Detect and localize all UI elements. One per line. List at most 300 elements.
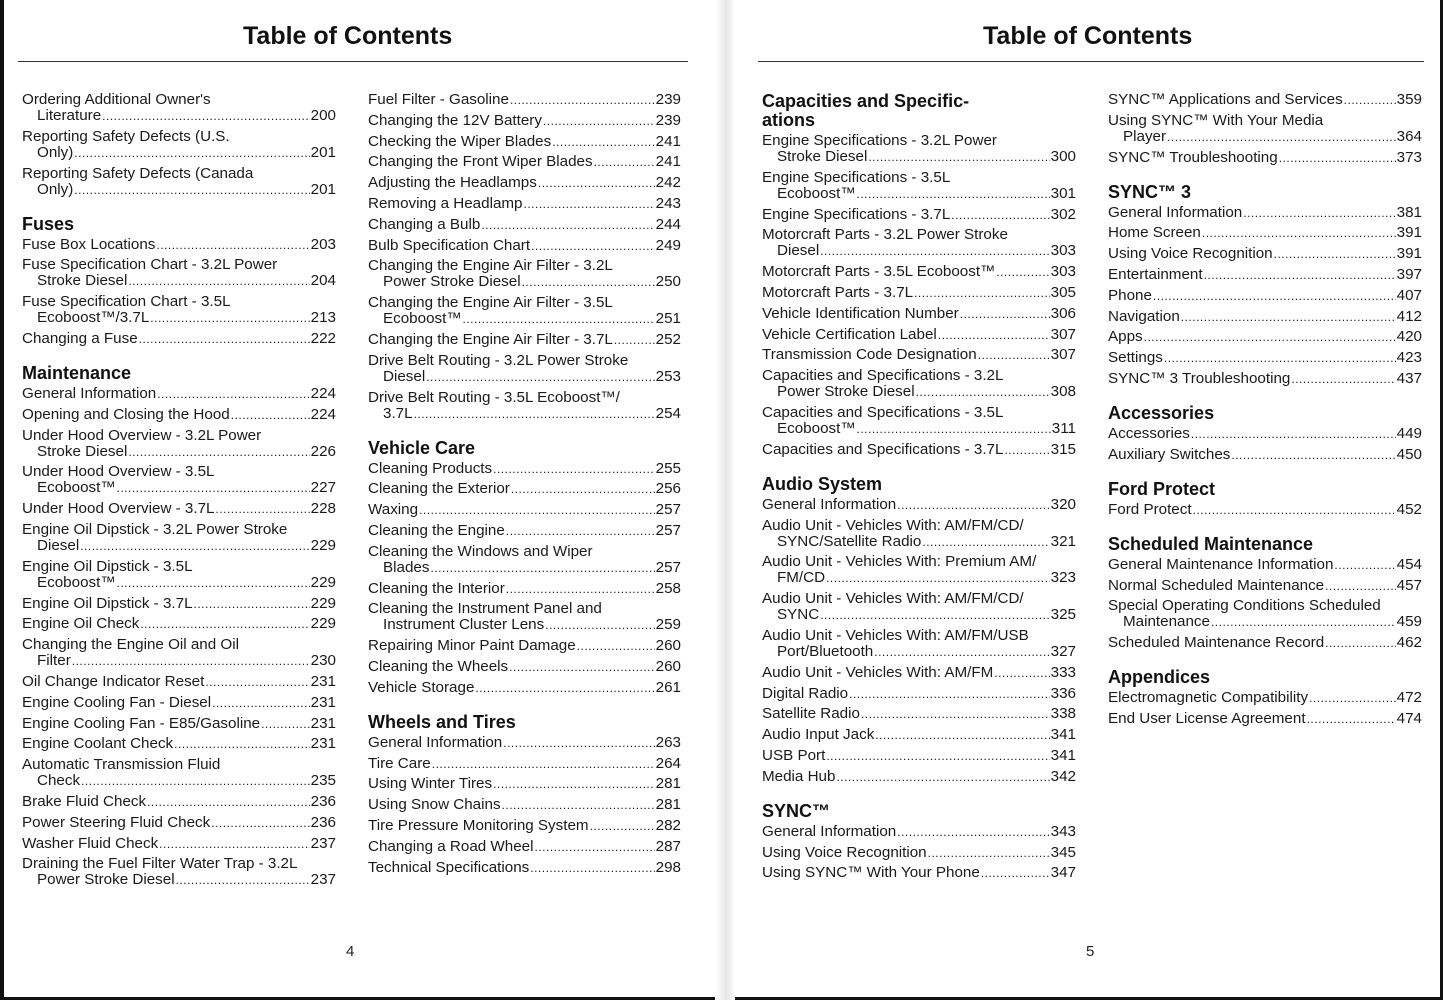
toc-page-number: 345	[1050, 843, 1076, 861]
toc-entry[interactable]	[1108, 371, 1422, 387]
toc-page-number: 229	[310, 615, 336, 633]
toc-entry-line	[368, 839, 681, 855]
toc-entry-text: Using Voice Recognition	[762, 843, 927, 861]
toc-entry-line	[368, 581, 681, 597]
toc-page-number: 260	[655, 657, 681, 675]
toc-entry-text: Changing a Road Wheel	[368, 837, 534, 855]
toc-entry[interactable]	[368, 544, 681, 576]
toc-page-number: 412	[1396, 307, 1422, 325]
toc-entry-line	[22, 757, 336, 773]
dot-leader	[1004, 442, 1049, 458]
toc-section	[22, 92, 336, 198]
toc-entry[interactable]	[1108, 205, 1422, 221]
toc-entry-text: Using Voice Recognition	[1108, 245, 1273, 263]
toc-section	[762, 474, 1076, 785]
toc-entry[interactable]	[762, 865, 1076, 881]
toc-entry-text: Engine Cooling Fan - Diesel	[22, 693, 212, 711]
toc-entry[interactable]	[762, 748, 1076, 764]
toc-entry[interactable]	[22, 736, 336, 752]
toc-entry-text: Reporting Safety Defects (U.S.	[22, 127, 230, 145]
toc-entry[interactable]	[1108, 578, 1422, 594]
toc-entry[interactable]	[762, 133, 1076, 165]
dot-leader	[139, 331, 310, 347]
toc-page-number: 237	[310, 834, 336, 852]
toc-entry[interactable]	[368, 258, 681, 290]
toc-entry[interactable]	[762, 554, 1076, 586]
toc-page-number: 237	[310, 871, 336, 889]
toc-entry[interactable]	[1108, 150, 1422, 166]
toc-entry-text: Engine Oil Dipstick - 3.7L	[22, 594, 193, 612]
toc-page-number: 423	[1396, 349, 1422, 367]
toc-entry[interactable]	[368, 295, 681, 327]
toc-entry[interactable]	[368, 92, 681, 108]
page-number-right: 5	[1086, 943, 1095, 960]
toc-entry[interactable]	[368, 776, 681, 792]
dot-leader	[80, 538, 309, 554]
toc-entry-line	[762, 327, 1076, 343]
toc-entry-text: Drive Belt Routing - 3.2L Power Stroke	[368, 351, 629, 369]
toc-entry-text: Engine Oil Check	[22, 615, 140, 633]
toc-entry-line	[368, 481, 681, 497]
toc-entry-text: Engine Specifications - 3.2L Power	[762, 132, 997, 149]
toc-entry[interactable]	[1108, 711, 1422, 727]
toc-page-number: 257	[655, 521, 681, 539]
toc-entry-line	[22, 407, 336, 423]
dot-leader	[157, 386, 309, 402]
toc-entry-line	[368, 390, 681, 406]
toc-entry[interactable]	[368, 353, 681, 385]
toc-entry[interactable]	[762, 170, 1076, 202]
dot-leader	[545, 617, 654, 633]
toc-entry-line	[762, 368, 1076, 384]
toc-entry[interactable]	[22, 794, 336, 810]
toc-entry[interactable]	[22, 757, 336, 789]
toc-entry[interactable]	[368, 238, 681, 254]
toc-entry-line	[1108, 690, 1422, 706]
toc-entry-line	[368, 258, 681, 274]
toc-entry-text: SYNC	[777, 606, 820, 624]
toc-section	[368, 712, 681, 876]
toc-page-number: 236	[310, 792, 336, 810]
toc-page-number: 341	[1050, 726, 1076, 744]
toc-entry[interactable]	[762, 727, 1076, 743]
toc-page-number: 255	[655, 459, 681, 477]
toc-entry-text: Vehicle Storage	[368, 678, 475, 696]
toc-page-number: 420	[1396, 328, 1422, 346]
toc-page-number: 457	[1396, 576, 1422, 594]
toc-entry-line	[22, 616, 336, 632]
toc-entry-text: Washer Fluid Check	[22, 834, 159, 852]
toc-entry[interactable]	[22, 522, 336, 554]
toc-entry[interactable]	[22, 386, 336, 402]
toc-entry-text: Port/Bluetooth	[777, 642, 874, 660]
toc-entry[interactable]	[22, 815, 336, 831]
toc-section	[1108, 92, 1422, 166]
toc-entry[interactable]	[762, 706, 1076, 722]
toc-entry[interactable]	[368, 638, 681, 654]
toc-entry-line	[22, 538, 336, 554]
toc-entry[interactable]	[368, 818, 681, 834]
toc-page-number: 256	[655, 480, 681, 498]
toc-section	[1108, 479, 1422, 518]
toc-entry[interactable]	[762, 518, 1076, 550]
toc-entry[interactable]	[1108, 92, 1422, 108]
toc-page-number: 231	[310, 735, 336, 753]
toc-entry[interactable]	[762, 442, 1076, 458]
toc-entry-line	[762, 384, 1076, 400]
toc-entry-text: Capacities and Specifications - 3.7L	[762, 440, 1004, 458]
toc-entry[interactable]	[762, 207, 1076, 223]
title-rule-right	[758, 61, 1424, 62]
toc-entry[interactable]	[762, 306, 1076, 322]
toc-page-number: 261	[655, 678, 681, 696]
toc-entry[interactable]	[762, 227, 1076, 259]
toc-entry[interactable]	[1108, 329, 1422, 345]
toc-entry[interactable]	[368, 659, 681, 675]
toc-entry-text: Instrument Cluster Lens	[383, 616, 545, 634]
dot-leader	[426, 369, 654, 385]
toc-page-number: 228	[310, 500, 336, 518]
toc-entry[interactable]	[1108, 309, 1422, 325]
toc-entry[interactable]	[22, 559, 336, 591]
toc-entry[interactable]	[22, 407, 336, 423]
toc-entry-line	[1108, 329, 1422, 345]
toc-entry[interactable]	[1108, 690, 1422, 706]
toc-page-number: 303	[1050, 242, 1076, 260]
toc-entry-line	[22, 273, 336, 289]
toc-entry-line	[762, 628, 1076, 644]
toc-entry-text: Power Stroke Diesel	[37, 871, 175, 889]
dot-leader	[1334, 557, 1395, 573]
toc-entry[interactable]	[22, 464, 336, 496]
toc-entry-text: SYNC/Satellite Radio	[777, 532, 922, 550]
toc-entry[interactable]	[1108, 635, 1422, 651]
toc-entry-text: Opening and Closing the Hood	[22, 405, 230, 423]
toc-entry-text: Player	[1123, 127, 1167, 145]
toc-entry-line	[22, 637, 336, 653]
toc-entry-line	[1108, 447, 1422, 463]
toc-entry-text: Ecoboost™	[777, 419, 856, 437]
dot-leader	[1153, 288, 1396, 304]
toc-entry-line	[22, 815, 336, 831]
toc-entry[interactable]	[1108, 598, 1422, 630]
toc-entry[interactable]	[762, 686, 1076, 702]
toc-entry-line	[22, 674, 336, 690]
toc-entry-text: Fuse Specification Chart - 3.5L	[22, 293, 231, 311]
dot-leader	[1167, 129, 1396, 145]
dot-leader	[147, 794, 310, 810]
toc-entry-text: SYNC™ 3 Troubleshooting	[1108, 369, 1291, 387]
toc-entry[interactable]	[762, 497, 1076, 513]
toc-entry-text: Using Winter Tires	[368, 775, 493, 793]
toc-page-number: 307	[1050, 325, 1076, 343]
dot-leader	[938, 327, 1050, 343]
toc-page-number: 381	[1396, 203, 1422, 221]
toc-entry-line	[1108, 288, 1422, 304]
dot-leader	[960, 306, 1050, 322]
toc-entry[interactable]	[368, 196, 681, 212]
toc-entry[interactable]	[22, 428, 336, 460]
toc-entry-line	[368, 601, 681, 617]
toc-entry[interactable]	[368, 680, 681, 696]
toc-entry-line	[368, 113, 681, 129]
dot-leader	[510, 92, 655, 108]
toc-entry[interactable]	[368, 134, 681, 150]
toc-entry[interactable]	[1108, 350, 1422, 366]
toc-entry-line	[22, 237, 336, 253]
dot-leader	[1193, 502, 1396, 518]
dot-leader	[509, 659, 655, 675]
toc-entry[interactable]	[22, 637, 336, 669]
dot-leader	[81, 773, 310, 789]
toc-entry[interactable]	[762, 264, 1076, 280]
toc-page-number: 229	[310, 594, 336, 612]
toc-entry-text: Motorcraft Parts - 3.5L Ecoboost™	[762, 263, 996, 281]
toc-entry-line	[22, 856, 336, 872]
dot-leader	[874, 644, 1049, 660]
toc-entry-text: Cleaning the Wheels	[368, 657, 509, 675]
toc-entry[interactable]	[368, 839, 681, 855]
toc-entry[interactable]	[1108, 113, 1422, 145]
toc-entry-line	[1108, 578, 1422, 594]
dot-leader	[176, 872, 310, 888]
toc-page-number: 239	[655, 111, 681, 129]
toc-entry[interactable]	[368, 860, 681, 876]
toc-entry[interactable]	[1108, 288, 1422, 304]
toc-entry-line	[368, 735, 681, 751]
toc-entry[interactable]	[22, 616, 336, 632]
toc-entry[interactable]	[762, 769, 1076, 785]
toc-entry-line	[22, 773, 336, 789]
toc-entry-line	[762, 824, 1076, 840]
toc-entry[interactable]	[22, 129, 336, 161]
toc-entry[interactable]	[762, 665, 1076, 681]
toc-entry-text: Scheduled Maintenance Record	[1108, 634, 1325, 652]
toc-entry-line	[762, 285, 1076, 301]
toc-entry-line	[368, 617, 681, 633]
toc-column-left-2	[368, 92, 681, 892]
page-border-left	[0, 0, 4, 1000]
toc-entry-text: Fuse Specification Chart - 3.2L Power	[22, 256, 278, 274]
toc-entry[interactable]	[368, 581, 681, 597]
toc-entry[interactable]	[368, 601, 681, 633]
toc-entry-line	[368, 311, 681, 327]
toc-entry-text: Changing a Bulb	[368, 215, 481, 233]
toc-entry[interactable]	[22, 331, 336, 347]
dot-leader	[511, 481, 655, 497]
toc-page-number: 342	[1050, 767, 1076, 785]
toc-entry-line	[368, 560, 681, 576]
toc-entry-text: Satellite Radio	[762, 705, 860, 723]
toc-entry[interactable]	[368, 735, 681, 751]
toc-page-number: 343	[1050, 822, 1076, 840]
dot-leader	[928, 845, 1050, 861]
toc-entry-line	[368, 680, 681, 696]
toc-page-number: 315	[1050, 440, 1076, 458]
toc-entry-line	[762, 607, 1076, 623]
toc-entry[interactable]	[368, 332, 681, 348]
toc-entry[interactable]	[368, 175, 681, 191]
toc-page-number: 244	[655, 215, 681, 233]
dot-leader	[1181, 309, 1396, 325]
toc-entry-line	[1108, 557, 1422, 573]
toc-entry[interactable]	[1108, 557, 1422, 573]
toc-entry[interactable]	[22, 716, 336, 732]
dot-leader	[826, 748, 1049, 764]
dot-leader	[74, 145, 309, 161]
toc-entry[interactable]	[22, 237, 336, 253]
dot-leader	[102, 108, 309, 124]
toc-entry-line	[762, 644, 1076, 660]
toc-entry[interactable]	[762, 845, 1076, 861]
toc-entry[interactable]	[762, 285, 1076, 301]
dot-leader	[820, 243, 1049, 259]
toc-page-number: 281	[655, 796, 681, 814]
toc-entry-line	[762, 170, 1076, 186]
toc-entry-line	[22, 145, 336, 161]
toc-entry-line	[762, 421, 1076, 437]
dot-leader	[849, 686, 1050, 702]
section-heading: Vehicle Care	[368, 437, 476, 458]
toc-entry[interactable]	[762, 327, 1076, 343]
dot-leader	[530, 860, 654, 876]
toc-entry-line	[762, 133, 1076, 149]
toc-entry[interactable]	[22, 257, 336, 289]
dot-leader	[174, 736, 310, 752]
toc-page-number: 224	[310, 384, 336, 402]
toc-entry-text: Tire Care	[368, 754, 431, 772]
toc-entry-text: Phone	[1108, 286, 1152, 304]
toc-entry-text: Power Steering Fluid Check	[22, 813, 211, 831]
dot-leader	[215, 501, 309, 517]
toc-entry-line	[368, 756, 681, 772]
toc-entry-text: Using SYNC™ With Your Phone	[762, 864, 980, 882]
toc-entry[interactable]	[1108, 246, 1422, 262]
toc-entry-line	[22, 129, 336, 145]
toc-entry[interactable]	[1108, 426, 1422, 442]
toc-entry[interactable]	[1108, 267, 1422, 283]
toc-page-number: 462	[1396, 634, 1422, 652]
toc-entry[interactable]	[762, 368, 1076, 400]
toc-page-number: 227	[310, 479, 336, 497]
dot-leader	[543, 113, 655, 129]
toc-page-number: 303	[1050, 263, 1076, 281]
toc-entry[interactable]	[1108, 447, 1422, 463]
toc-entry-text: Diesel	[777, 242, 820, 260]
toc-entry[interactable]	[762, 591, 1076, 623]
toc-entry-line	[762, 845, 1076, 861]
dot-leader	[414, 406, 655, 422]
toc-entry-line	[22, 92, 336, 108]
toc-entry[interactable]	[368, 461, 681, 477]
toc-entry[interactable]	[22, 596, 336, 612]
toc-entry-line	[1108, 711, 1422, 727]
toc-page-number: 254	[655, 404, 681, 422]
toc-page-number: 229	[310, 573, 336, 591]
toc-entry-text: Power Stroke Diesel	[383, 273, 521, 291]
toc-entry[interactable]	[368, 113, 681, 129]
toc-entry[interactable]	[368, 797, 681, 813]
toc-entry[interactable]	[762, 824, 1076, 840]
toc-entry-text: Auxiliary Switches	[1108, 445, 1231, 463]
toc-entry-text: Technical Specifications	[368, 858, 530, 876]
toc-entry-line	[22, 331, 336, 347]
dot-leader	[1307, 711, 1396, 727]
toc-entry[interactable]	[762, 628, 1076, 660]
toc-entry-text: Ecoboost™/3.7L	[37, 309, 150, 327]
toc-entry-line	[22, 166, 336, 182]
toc-entry-text: Navigation	[1108, 307, 1180, 325]
section-heading: Capacities and Specific- ations	[762, 91, 970, 130]
toc-page-number: 323	[1050, 569, 1076, 587]
toc-entry-line	[762, 264, 1076, 280]
toc-entry-line	[1108, 309, 1422, 325]
toc-page-number: 287	[655, 837, 681, 855]
toc-entry[interactable]	[368, 523, 681, 539]
toc-entry[interactable]	[22, 836, 336, 852]
toc-entry-text: Waxing	[368, 501, 419, 519]
toc-page-number: 300	[1050, 148, 1076, 165]
toc-entry[interactable]	[22, 501, 336, 517]
toc-page-number: 452	[1396, 500, 1422, 518]
toc-entry[interactable]	[368, 481, 681, 497]
toc-entry[interactable]	[22, 695, 336, 711]
dot-leader	[128, 444, 309, 460]
toc-entry-text: Engine Cooling Fan - E85/Gasoline	[22, 714, 261, 732]
toc-entry[interactable]	[368, 154, 681, 170]
toc-entry-line	[762, 306, 1076, 322]
toc-entry[interactable]	[22, 674, 336, 690]
toc-entry[interactable]	[762, 405, 1076, 437]
toc-entry[interactable]	[762, 347, 1076, 363]
toc-entry-text: Vehicle Identification Number	[762, 304, 959, 322]
toc-entry-text: Diesel	[37, 536, 80, 554]
dot-leader	[1211, 614, 1396, 630]
toc-entry-text: Blades	[383, 558, 430, 576]
toc-entry[interactable]	[368, 502, 681, 518]
dot-leader	[493, 776, 655, 792]
toc-entry[interactable]	[22, 294, 336, 326]
toc-entry[interactable]	[368, 217, 681, 233]
dot-leader	[522, 274, 655, 290]
toc-page-number: 203	[310, 235, 336, 253]
toc-entry-text: Engine Oil Dipstick - 3.5L	[22, 557, 193, 575]
toc-entry[interactable]	[22, 92, 336, 124]
toc-page-number: 253	[655, 367, 681, 385]
dot-leader	[156, 237, 309, 253]
toc-entry[interactable]	[368, 390, 681, 422]
toc-entry[interactable]	[22, 856, 336, 888]
toc-page-number: 437	[1396, 369, 1422, 387]
toc-page-number: 302	[1050, 205, 1076, 223]
toc-entry-text: Motorcraft Parts - 3.7L	[762, 283, 914, 301]
dot-leader	[261, 716, 310, 732]
toc-entry-line	[1108, 426, 1422, 442]
dot-leader	[1204, 267, 1396, 283]
dot-leader	[922, 534, 1049, 550]
toc-entry-line	[22, 794, 336, 810]
toc-entry[interactable]	[368, 756, 681, 772]
toc-entry[interactable]	[1108, 225, 1422, 241]
toc-entry-text: Under Hood Overview - 3.7L	[22, 500, 215, 518]
toc-entry[interactable]	[22, 166, 336, 198]
toc-page-number: 450	[1396, 445, 1422, 463]
dot-leader	[552, 134, 654, 150]
toc-page-number: 341	[1050, 746, 1076, 764]
toc-entry[interactable]	[1108, 502, 1422, 518]
dot-leader	[868, 149, 1049, 165]
dot-leader	[534, 839, 654, 855]
